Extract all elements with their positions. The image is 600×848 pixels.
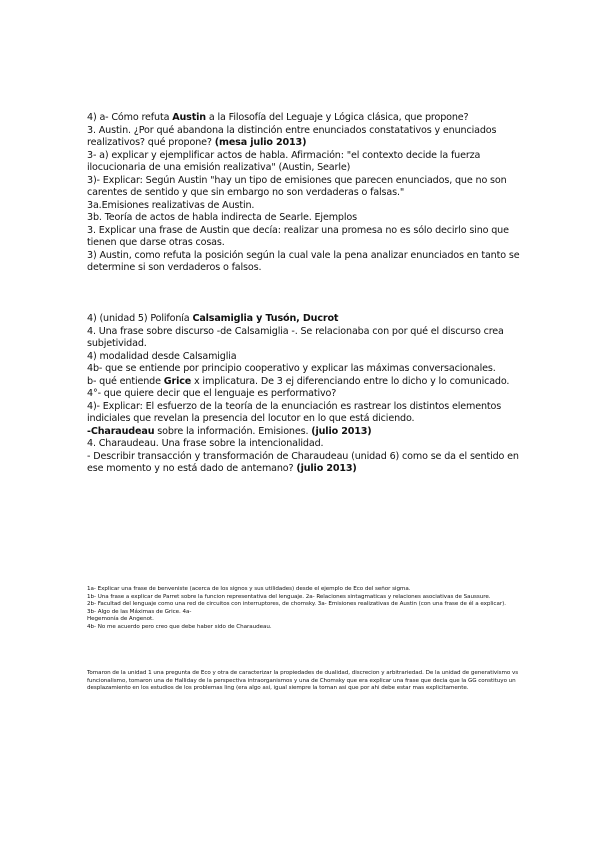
question-line: 3- a) explicar y ejemplificar actos de habla. Afirmación: "el contexto decide la fuerza ilocucionaria de una emisión realizativa" (Austin, Searle)	[87, 149, 481, 173]
question-line: 3a.Emisiones realizativas de Austin.	[87, 199, 255, 211]
note-line: 3b- Algo de las Máximas de Grice. 4a-	[87, 608, 192, 615]
question-line: 3) Austin, como refuta la posición según la cual vale la pena analizar enunciados en tanto se determine si son verdaderos o falsos.	[87, 249, 520, 273]
question-line: 4) a- Cómo refuta Austin a la Filosofía del Leguaje y Lógica clásica, que propone?	[87, 112, 469, 123]
question-line: 4b- que se entiende por principio cooperativo y explicar las máximas conversacionales.	[87, 363, 496, 374]
note-line: Hegemonía de Angenot.	[87, 616, 154, 623]
question-line: 3b. Teoría de actos de habla indirecta de Searle. Ejemplos	[87, 212, 357, 223]
question-line: b- qué entiende Grice x implicatura. De 3 ej diferenciando entre lo dicho y lo comunicado.	[87, 375, 510, 387]
question-line: 4)- Explicar: El esfuerzo de la teoría de la enunciación es rastrear los distintos elementos indiciales que revelan la presencia del locutor en lo que está diciendo.	[87, 400, 502, 424]
note-line: 1b- Una frase a explicar de Parret sobre la funcion representativa del lenguaje. 2a- Relaciones sintagmaticas y relaciones asociativas de Saussure.	[87, 593, 491, 600]
question-line: 4°- que quiere decir que el lenguaje es performativo?	[87, 388, 337, 399]
note-line: 2b- Facultad del lenguaje como una red de circuitos con interruptores, de chomsky. 3a- Emisiones realizativas de Austin (con una frase de él a explicar).	[87, 601, 506, 608]
question-line: 4) (unidad 5) Polifonía Calsamiglia y Tusón, Ducrot	[87, 313, 339, 324]
section-austin-questions	[87, 112, 527, 275]
footer-text: Tomaron de la unidad 1 una pregunta de Eco y otra de caracterizar la propiedades de dualidad, discrecion y arbitrariedad. De la unidad de generativismo vs funcionalismo, tomaron una de Halliday de la perspectiva intraorganismos y una de Chomsky que era explicar una frase que decia que la GG constituyo un desplazamiento en los estudios de los problemas ling (era algo asi, igual siempre la toman asi que por ahi debe estar mas explicitamente.	[87, 670, 519, 692]
question-line: - Describir transacción y transformación de Charaudeau (unidad 6) como se da el sentido en ese momento y no está dado de antemano? (julio 2013)	[87, 450, 519, 474]
question-line: 3. Austin. ¿Por qué abandona la distinción entre enunciados constatativos y enunciados realizativos? qué propone? (mesa julio 2013)	[87, 124, 497, 148]
note-line: 1a- Explicar una frase de benveniste (acerca de los signos y sus utilidades) desde el ejemplo de Eco del señor sigma.	[87, 586, 411, 592]
question-line: 3)- Explicar: Según Austin "hay un tipo de emisiones que parecen enunciados, que no son carentes de sentido y que sin embargo no son verdaderas o falsas."	[87, 174, 507, 198]
notes-list	[87, 586, 527, 632]
question-line: 4. Una frase sobre discurso -de Calsamiglia -. Se relacionaba con por qué el discurso crea subjetividad.	[87, 325, 504, 349]
question-line: -Charaudeau sobre la información. Emisiones. (julio 2013)	[87, 425, 372, 437]
note-line: 4b- No me acuerdo pero creo que debe haber sido de Charaudeau.	[87, 623, 272, 630]
section-polifonia-questions	[87, 313, 527, 476]
question-line: 4) modalidad desde Calsamiglia	[87, 350, 237, 362]
footer-paragraph	[87, 670, 527, 693]
question-line: 3. Explicar una frase de Austin que decía: realizar una promesa no es sólo decirlo sino que tienen que darse otras cosas.	[87, 224, 509, 248]
question-line: 4. Charaudeau. Una frase sobre la intencionalidad.	[87, 438, 324, 449]
